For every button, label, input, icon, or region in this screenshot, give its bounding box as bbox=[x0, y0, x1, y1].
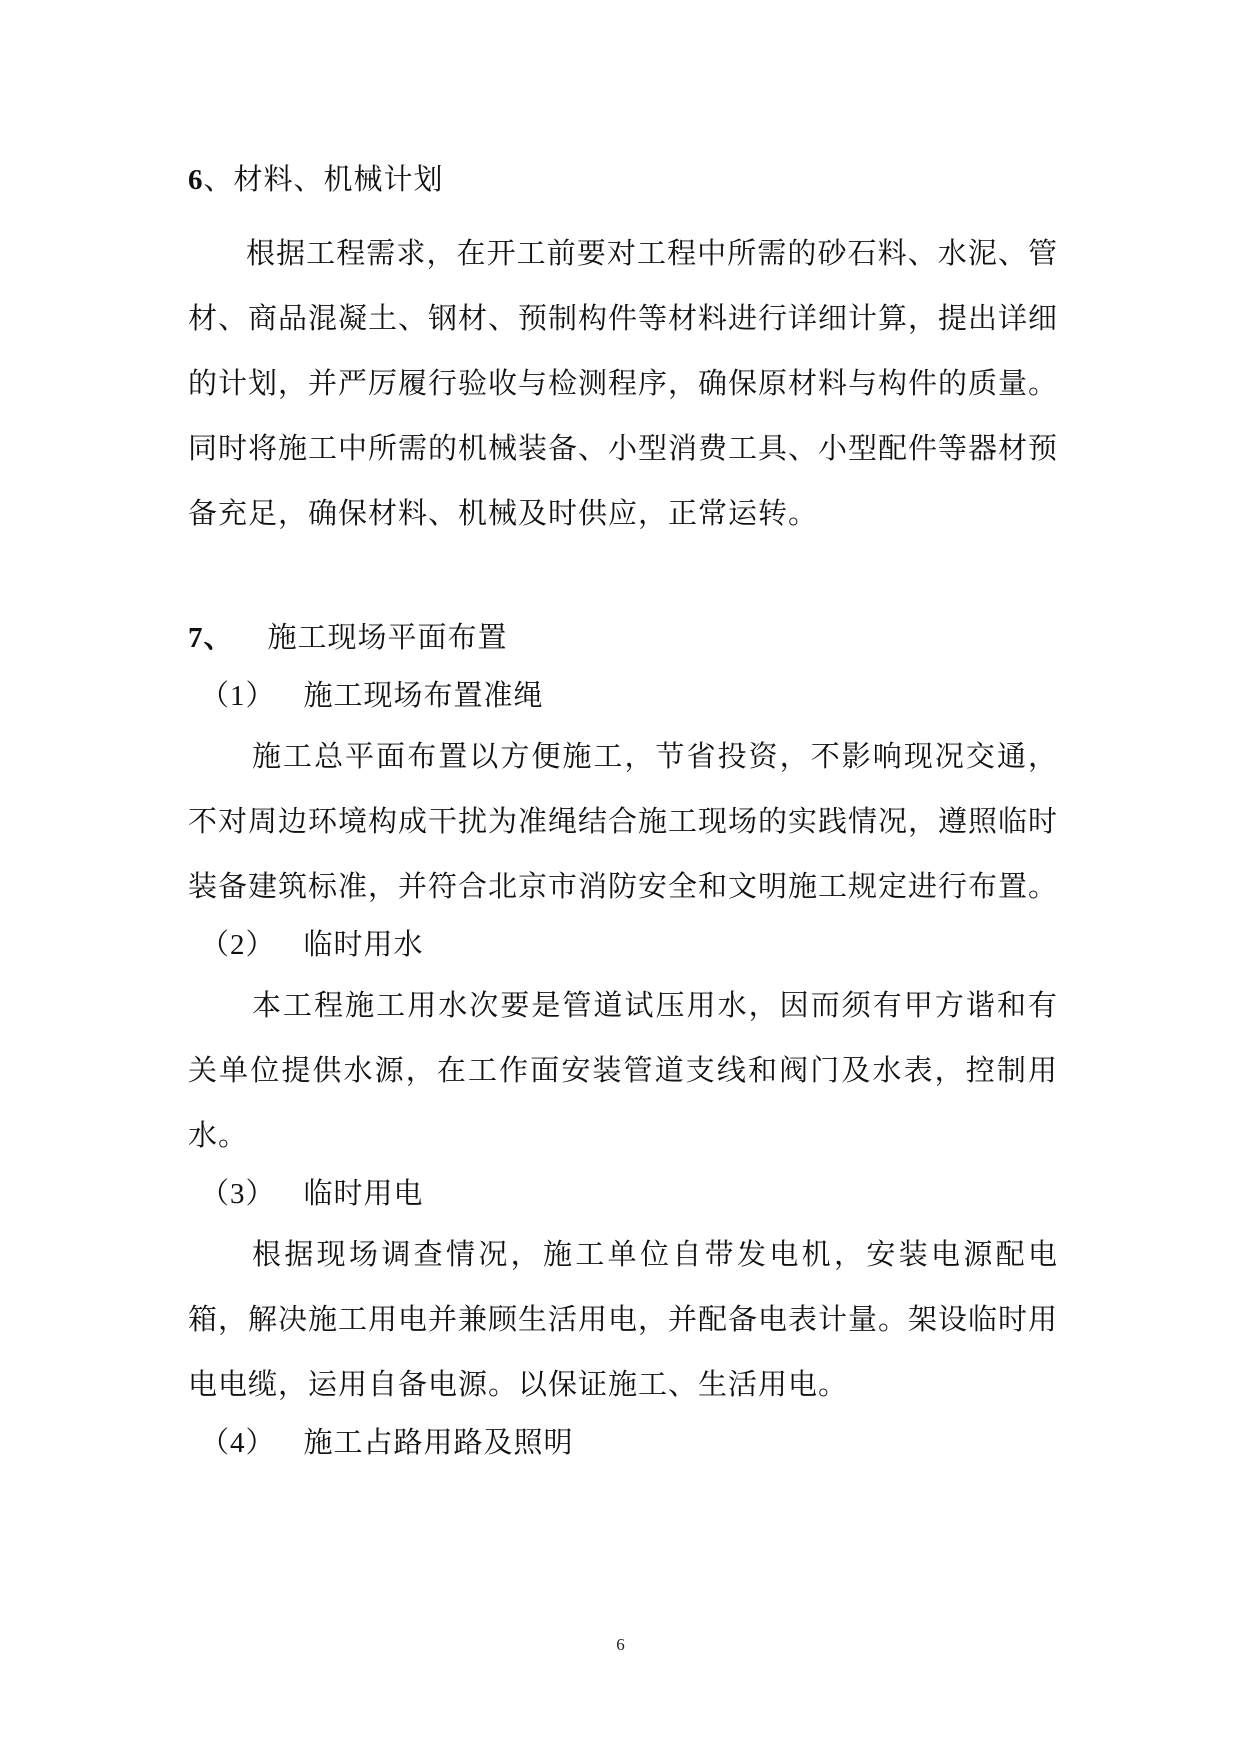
subsection-3-paragraph: 根据现场调查情况，施工单位自带发电机，安装电源配电箱，解决施工用电并兼顾生活用电，并配备电表计量。架设临时用电电缆，运用自备电源。以保证施工、生活用电。 bbox=[188, 1237, 1059, 1401]
section-7-number: 7、 bbox=[188, 622, 234, 654]
subsection-1-heading bbox=[188, 676, 1058, 714]
subsection-2-paragraph: 本工程施工用水次要是管道试压用水，因而须有甲方谐和有关单位提供水源，在工作面安装管道支线和阀门及水表，控制用水。 bbox=[188, 988, 1058, 1152]
subsection-1-title: 施工现场布置准绳 bbox=[303, 678, 544, 712]
subsection-2-heading bbox=[188, 925, 1058, 963]
subsection-4-number: （4） bbox=[200, 1427, 276, 1459]
subsection-1-number: （1） bbox=[200, 680, 276, 712]
page-content bbox=[188, 160, 1058, 1461]
subsection-3-title: 临时用电 bbox=[303, 1176, 424, 1210]
subsection-4-heading bbox=[188, 1423, 1058, 1461]
subsection-2-number: （2） bbox=[200, 929, 276, 961]
subsection-3-number: （3） bbox=[200, 1178, 276, 1210]
page-number: 6 bbox=[616, 1635, 625, 1654]
subsection-3-heading bbox=[188, 1174, 1058, 1212]
section-6-heading bbox=[188, 160, 1058, 198]
subsection-4-title: 施工占路用路及照明 bbox=[303, 1425, 574, 1459]
subsection-2-title: 临时用水 bbox=[303, 927, 424, 961]
section-7-title: 施工现场平面布置 bbox=[267, 620, 508, 654]
section-6-title: 、材料、机械计划 bbox=[203, 162, 444, 196]
section-6-paragraph: 根据工程需求，在开工前要对工程中所需的砂石料、水泥、管材、商品混凝土、钢材、预制构件等材料进行详细计算，提出详细的计划，并严厉履行验收与检测程序，确保原材料与构件的质量。同时将施工中所需的机械装备、小型消费工具、小型配件等器材预备充足，确保材料、机械及时供应，正常运转。 bbox=[188, 236, 1059, 530]
subsection-1-paragraph: 施工总平面布置以方便施工，节省投资，不影响现况交通，不对周边环境构成干扰为准绳结合施工现场的实践情况，遵照临时装备建筑标准，并符合北京市消防安全和文明施工规定进行布置。 bbox=[188, 739, 1059, 903]
section-7-heading bbox=[188, 618, 1058, 656]
section-6-number: 6 bbox=[188, 164, 204, 196]
